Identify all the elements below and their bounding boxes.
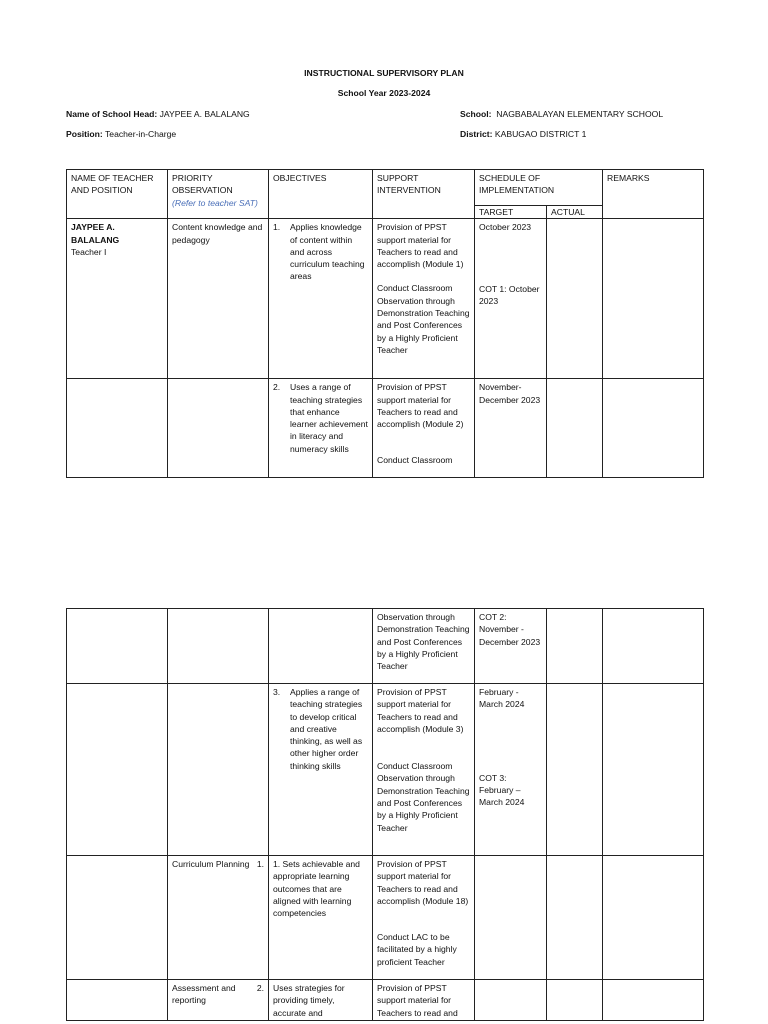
teacher-name: JAYPEE A. BALALANG xyxy=(71,222,120,245)
objective-text: Applies knowledge of content within and across curriculum teaching areas xyxy=(290,222,365,282)
priority-cell xyxy=(168,856,269,980)
target-cell xyxy=(475,219,547,379)
objective-text: Uses a range of teaching strategies that enhance learner achievement in literacy and numeracy skills xyxy=(290,382,368,454)
teacher-cell xyxy=(67,980,168,1021)
teacher-cell xyxy=(67,379,168,478)
objective-cell xyxy=(269,684,373,856)
school-head-value: JAYPEE A. BALALANG xyxy=(159,109,250,119)
remarks-cell xyxy=(603,379,704,478)
table-row xyxy=(67,856,704,980)
table-row xyxy=(67,684,704,856)
objective-cell: Uses strategies for providing timely, accurate and xyxy=(269,980,373,1021)
actual-cell xyxy=(547,219,603,379)
header-remarks: REMARKS xyxy=(603,170,704,219)
school-label: School: xyxy=(460,109,492,119)
header-priority xyxy=(168,170,269,219)
table-row xyxy=(67,609,704,684)
objective-number: 3. xyxy=(273,687,281,697)
target-cell xyxy=(475,980,547,1021)
district-value: KABUGAO DISTRICT 1 xyxy=(494,129,587,139)
target-text-b: COT 1: October 2023 xyxy=(479,283,540,306)
priority-text: Assessment and reporting xyxy=(172,983,236,1006)
support-cell xyxy=(373,684,475,856)
actual-cell xyxy=(547,684,603,856)
support-text-b: Conduct Classroom Observation through Demonstration Teaching and Post Conferences by a Highly Proficient Teacher xyxy=(377,283,470,355)
support-cell xyxy=(373,856,475,980)
district-label: District: xyxy=(460,129,493,139)
priority-cell xyxy=(168,684,269,856)
actual-cell xyxy=(547,856,603,980)
objective-cell xyxy=(269,609,373,684)
remarks-cell xyxy=(603,609,704,684)
plan-table-page-2 xyxy=(66,608,704,1021)
remarks-cell xyxy=(603,684,704,856)
support-cell: Provision of PPST support material for Teachers to read and xyxy=(373,980,475,1021)
school-head-line xyxy=(66,108,250,120)
target-cell xyxy=(475,856,547,980)
actual-cell xyxy=(547,379,603,478)
school-line xyxy=(460,108,663,120)
table-row xyxy=(67,379,704,478)
support-text-b: Conduct LAC to be facilitated by a highly proficient Teacher xyxy=(377,932,457,967)
header-priority-label: PRIORITY OBSERVATION xyxy=(172,173,233,196)
objective-cell xyxy=(269,219,373,379)
school-head-label: Name of School Head: xyxy=(66,109,158,119)
objective-number: 2. xyxy=(273,382,281,393)
table-row xyxy=(67,980,704,1021)
objective-number: 1. xyxy=(273,222,281,233)
support-text-b: Conduct Classroom xyxy=(377,455,453,466)
support-cell xyxy=(373,379,475,478)
document-title: INSTRUCTIONAL SUPERVISORY PLAN xyxy=(304,68,464,78)
support-text-a: Provision of PPST support material for Teachers to read and accomplish (Module 1) xyxy=(377,222,464,270)
support-text-b: Conduct Classroom Observation through Demonstration Teaching and Post Conferences by a Highly Proficient Teacher xyxy=(377,761,470,833)
remarks-cell xyxy=(603,980,704,1021)
header-teacher: NAME OF TEACHER AND POSITION xyxy=(67,170,168,219)
priority-cell: Content knowledge and pedagogy xyxy=(168,219,269,379)
header-row xyxy=(67,170,704,206)
teacher-cell xyxy=(67,609,168,684)
target-text-b: COT 3: February – March 2024 xyxy=(479,772,525,808)
support-cell: Observation through Demonstration Teaching and Post Conferences by a Highly Proficient Teacher xyxy=(373,609,475,684)
support-text-a: Provision of PPST support material for Teachers to read and accomplish (Module 2) xyxy=(377,382,464,430)
remarks-cell xyxy=(603,856,704,980)
objective-text: Applies a range of teaching strategies to develop critical and creative thinking, as well as other higher order thinking skills xyxy=(290,687,363,771)
priority-number: 1. xyxy=(256,859,264,869)
objective-cell: 1. Sets achievable and appropriate learning outcomes that are aligned with learning competencies xyxy=(269,856,373,980)
actual-cell xyxy=(547,609,603,684)
district-line xyxy=(460,128,586,140)
position-label: Position: xyxy=(66,129,103,139)
school-year: School Year 2023-2024 xyxy=(337,88,431,98)
plan-table-page-1 xyxy=(66,169,704,478)
priority-cell xyxy=(168,609,269,684)
teacher-cell xyxy=(67,684,168,856)
target-text-a: February - March 2024 xyxy=(479,687,525,710)
actual-cell xyxy=(547,980,603,1021)
target-cell: November- December 2023 xyxy=(475,379,547,478)
priority-cell xyxy=(168,980,269,1021)
target-cell: COT 2: November - December 2023 xyxy=(475,609,547,684)
teacher-cell xyxy=(67,856,168,980)
priority-number: 2. xyxy=(256,983,264,993)
support-text-a: Provision of PPST support material for Teachers to read and accomplish (Module 3) xyxy=(377,687,464,734)
support-text-a: Provision of PPST support material for Teachers to read and accomplish (Module 18) xyxy=(377,859,469,906)
header-target: TARGET xyxy=(475,206,547,219)
school-value: NAGBABALAYAN ELEMENTARY SCHOOL xyxy=(496,109,664,119)
table-row xyxy=(67,219,704,379)
header-priority-note: (Refer to teacher SAT) xyxy=(172,197,258,208)
header-schedule: SCHEDULE OF IMPLEMENTATION xyxy=(475,170,603,206)
header-support: SUPPORT INTERVENTION xyxy=(373,170,475,219)
priority-cell xyxy=(168,379,269,478)
header-actual: ACTUAL xyxy=(547,206,603,219)
target-text-a: October 2023 xyxy=(479,222,532,233)
position-value: Teacher-in-Charge xyxy=(105,129,177,139)
header-objectives: OBJECTIVES xyxy=(269,170,373,219)
position-line xyxy=(66,128,176,140)
remarks-cell xyxy=(603,219,704,379)
teacher-position: Teacher I xyxy=(71,246,107,257)
target-cell xyxy=(475,684,547,856)
teacher-cell xyxy=(67,219,168,379)
support-cell xyxy=(373,219,475,379)
priority-text: Curriculum Planning xyxy=(172,859,250,869)
objective-cell xyxy=(269,379,373,478)
